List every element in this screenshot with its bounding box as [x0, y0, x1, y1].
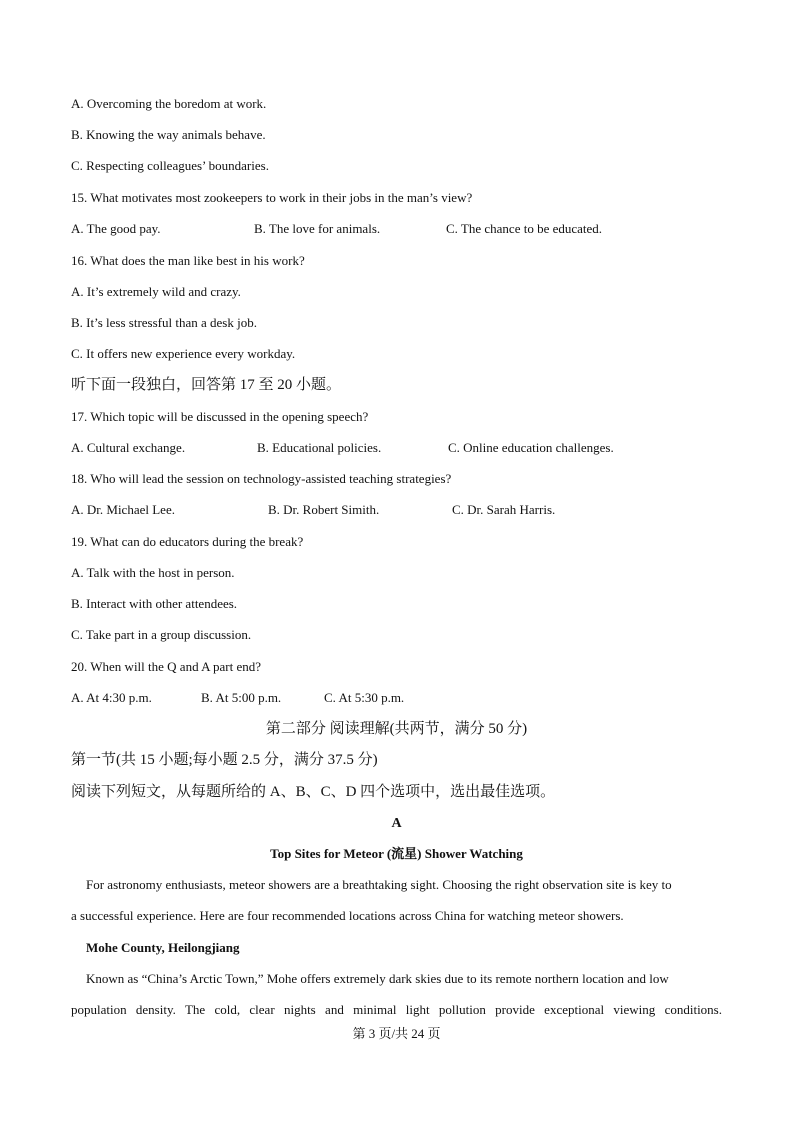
page-footer: 第 3 页/共 24 页 — [352, 1026, 441, 1041]
q19-stem: 19. What can do educators during the break? — [71, 534, 304, 549]
q18-option-b: B. Dr. Robert Simith. — [268, 502, 380, 517]
intro-line-2: a successful experience. Here are four recommended locations across China for watching meteor showers. — [71, 908, 624, 923]
q20-option-a: A. At 4:30 p.m. — [71, 690, 152, 705]
site1-heading: Mohe County, Heilongjiang — [86, 940, 240, 955]
q18-option-c: C. Dr. Sarah Harris. — [452, 502, 556, 517]
q16-option-c: C. It offers new experience every workday. — [71, 346, 296, 361]
part2-heading: 第二部分 阅读理解(共两节，满分 50 分) — [265, 721, 528, 737]
q19-option-b: B. Interact with other attendees. — [71, 596, 238, 611]
site1-line-2: population density. The cold, clear nights and minimal light pollution provide exceptional viewing conditions. — [71, 1002, 722, 1017]
q17-option-a: A. Cultural exchange. — [71, 440, 186, 455]
q15-stem: 15. What motivates most zookeepers to work in their jobs in the man’s view? — [71, 190, 473, 205]
passage-title: Top Sites for Meteor (流星) Shower Watching — [270, 846, 523, 861]
q14-option-b: B. Knowing the way animals behave. — [71, 127, 266, 142]
q20-option-b: B. At 5:00 p.m. — [201, 690, 282, 705]
q14-option-a: A. Overcoming the boredom at work. — [71, 96, 267, 111]
q17-stem: 17. Which topic will be discussed in the opening speech? — [71, 409, 369, 424]
q20-stem: 20. When will the Q and A part end? — [71, 659, 262, 674]
intro-line-1: For astronomy enthusiasts, meteor showers are a breathtaking sight. Choosing the right observation site is key to — [86, 877, 672, 892]
q15-option-b: B. The love for animals. — [254, 221, 381, 236]
q16-stem: 16. What does the man like best in his work? — [71, 253, 305, 268]
q20-option-c: C. At 5:30 p.m. — [324, 690, 405, 705]
site1-line-1: Known as “China’s Arctic Town,” Mohe offers extremely dark skies due to its remote northern location and low — [86, 971, 669, 986]
passage-letter: A — [391, 816, 402, 831]
section1-heading: 第一节(共 15 小题;每小题 2.5 分，满分 37.5 分) — [71, 752, 378, 768]
q15-option-a: A. The good pay. — [71, 221, 161, 236]
q17-option-c: C. Online education challenges. — [448, 440, 614, 455]
q17-option-b: B. Educational policies. — [257, 440, 382, 455]
q16-option-b: B. It’s less stressful than a desk job. — [71, 315, 257, 330]
q19-option-c: C. Take part in a group discussion. — [71, 627, 252, 642]
monologue-instruction: 听下面一段独白，回答第 17 至 20 小题。 — [71, 377, 342, 393]
reading-instruction: 阅读下列短文，从每题所给的 A、B、C、D 四个选项中，选出最佳选项。 — [71, 784, 556, 800]
q18-option-a: A. Dr. Michael Lee. — [71, 502, 175, 517]
q15-option-c: C. The chance to be educated. — [446, 221, 603, 236]
q19-option-a: A. Talk with the host in person. — [71, 565, 235, 580]
q14-option-c: C. Respecting colleagues’ boundaries. — [71, 158, 269, 173]
q18-stem: 18. Who will lead the session on technology-assisted teaching strategies? — [71, 471, 452, 486]
q16-option-a: A. It’s extremely wild and crazy. — [71, 284, 241, 299]
